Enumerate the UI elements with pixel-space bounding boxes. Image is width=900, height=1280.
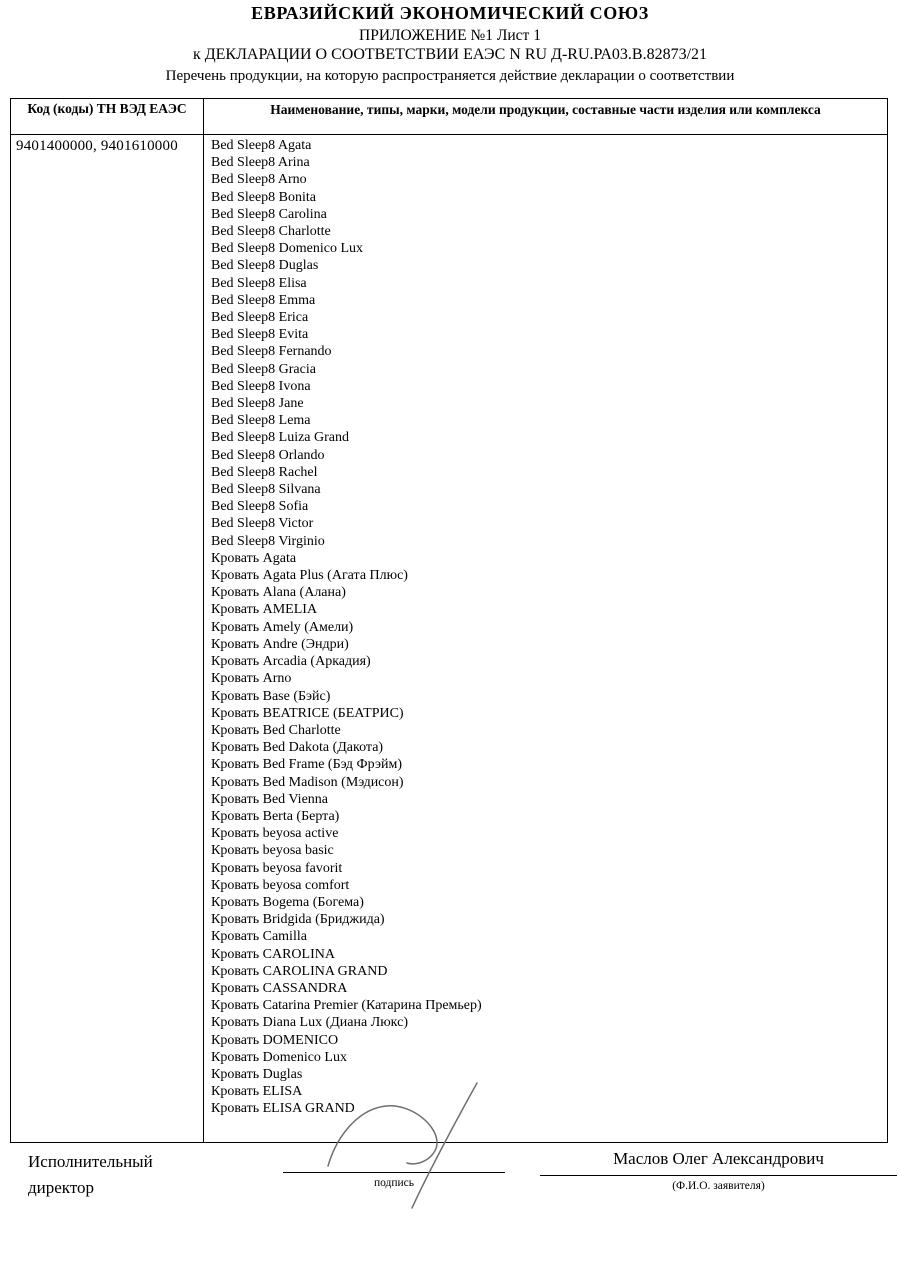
product-item: Кровать DOMENICO [211,1032,339,1048]
product-item: Кровать Bed Madison (Мэдисон) [211,774,404,790]
signature-caption: подпись [373,1177,415,1189]
product-item: Кровать Amely (Амели) [211,619,354,635]
column-header-codes: Код (коды) ТН ВЭД ЕАЭС [11,99,204,134]
product-item: Кровать Bed Dakota (Дакота) [211,740,384,756]
product-item: Bed Sleep8 Erica [211,310,309,326]
codes-cell: 9401400000, 9401610000 [11,135,204,1142]
product-item: Bed Sleep8 Luiza Grand [211,430,350,446]
product-item: Bed Sleep8 Bonita [211,189,316,205]
product-item: Bed Sleep8 Carolina [211,206,327,222]
products-cell [204,135,887,1142]
product-item: Кровать Bed Vienna [211,791,329,807]
product-item: Кровать Bogema (Богема) [211,894,364,910]
product-item: Кровать CAROLINA GRAND [211,963,388,979]
product-item: Кровать beyosa comfort [211,877,350,893]
product-item: Кровать beyosa favorit [211,860,343,876]
column-header-names: Наименование, типы, марки, модели продукции, составные части изделия или комплекса [270,102,821,117]
product-item: Bed Sleep8 Gracia [211,361,316,377]
product-item: Кровать Camilla [211,929,307,945]
product-item: Кровать Agata [211,550,297,566]
product-item: Bed Sleep8 Charlotte [211,224,331,240]
product-item: Bed Sleep8 Lema [211,413,311,429]
product-item: Кровать beyosa basic [211,843,334,859]
product-item: Кровать BEATRICE (БЕАТРИС) [211,705,404,721]
product-item: Кровать Andre (Эндри) [211,636,349,652]
product-item: Bed Sleep8 Emma [211,292,316,308]
product-item: Кровать beyosa active [211,826,339,842]
product-list-caption: Перечень продукции, на которую распространяется действие декларации о соответствии [165,68,735,84]
product-item: Bed Sleep8 Domenico Lux [211,241,364,257]
product-item: Кровать Catarina Premier (Катарина Премьер) [211,998,482,1014]
product-item: Кровать ELISA GRAND [211,1101,355,1117]
product-item: Кровать Duglas [211,1066,303,1082]
product-item: Bed Sleep8 Silvana [211,482,321,498]
product-item: Bed Sleep8 Orlando [211,447,325,463]
applicant-name-line [540,1175,897,1176]
product-item: Bed Sleep8 Jane [211,396,304,412]
product-item: Bed Sleep8 Arno [211,172,307,188]
product-item: Кровать Bed Frame (Бэд Фрэйм) [211,757,402,773]
product-item: Кровать ELISA [211,1084,303,1100]
product-item: Bed Sleep8 Elisa [211,275,307,291]
applicant-caption: (Ф.И.О. заявителя) [672,1180,765,1192]
product-item: Bed Sleep8 Victor [211,516,314,532]
product-item: Bed Sleep8 Arina [211,155,310,171]
product-item: Кровать Diana Lux (Диана Люкс) [211,1015,409,1031]
product-item: Кровать AMELIA [211,602,318,618]
product-item: Кровать Arcadia (Аркадия) [211,654,371,670]
product-item: Кровать CASSANDRA [211,980,348,996]
product-item: Кровать Bridgida (Бриджида) [211,912,385,928]
product-item: Bed Sleep8 Virginio [211,533,325,549]
main-title: ЕВРАЗИЙСКИЙ ЭКОНОМИЧЕСКИЙ СОЮЗ [251,3,649,23]
product-item: Bed Sleep8 Ivona [211,378,311,394]
table-body-row [11,135,887,1142]
position-title: Исполнительный директор [28,1152,153,1197]
appendix-line: ПРИЛОЖЕНИЕ №1 Лист 1 [359,27,541,44]
product-item: Кровать Arno [211,671,292,687]
product-item: Кровать Domenico Lux [211,1049,347,1065]
product-item: Bed Sleep8 Duglas [211,258,319,274]
declaration-number-line: к ДЕКЛАРАЦИИ О СООТВЕТСТВИИ ЕАЭС N RU Д-RU.РА03.В.82873/21 [192,46,708,63]
product-item: Кровать Bed Charlotte [211,722,341,738]
product-item: Bed Sleep8 Fernando [211,344,332,360]
signature-scribble [300,1055,500,1220]
product-item: Bed Sleep8 Rachel [211,464,318,480]
product-item: Кровать CAROLINA [211,946,335,962]
product-item: Bed Sleep8 Sofia [211,499,309,515]
product-item: Кровать Base (Бэйс) [211,688,331,704]
products-table [10,98,888,1143]
product-item: Кровать Agata Plus (Агата Плюс) [211,568,408,584]
table-header-row [11,99,887,135]
applicant-name: Маслов Олег Александрович [613,1149,824,1168]
product-item: Кровать Alana (Алана) [211,585,346,601]
product-item: Bed Sleep8 Evita [211,327,309,343]
product-item: Кровать Berta (Берта) [211,808,340,824]
product-item: Bed Sleep8 Agata [211,138,312,153]
